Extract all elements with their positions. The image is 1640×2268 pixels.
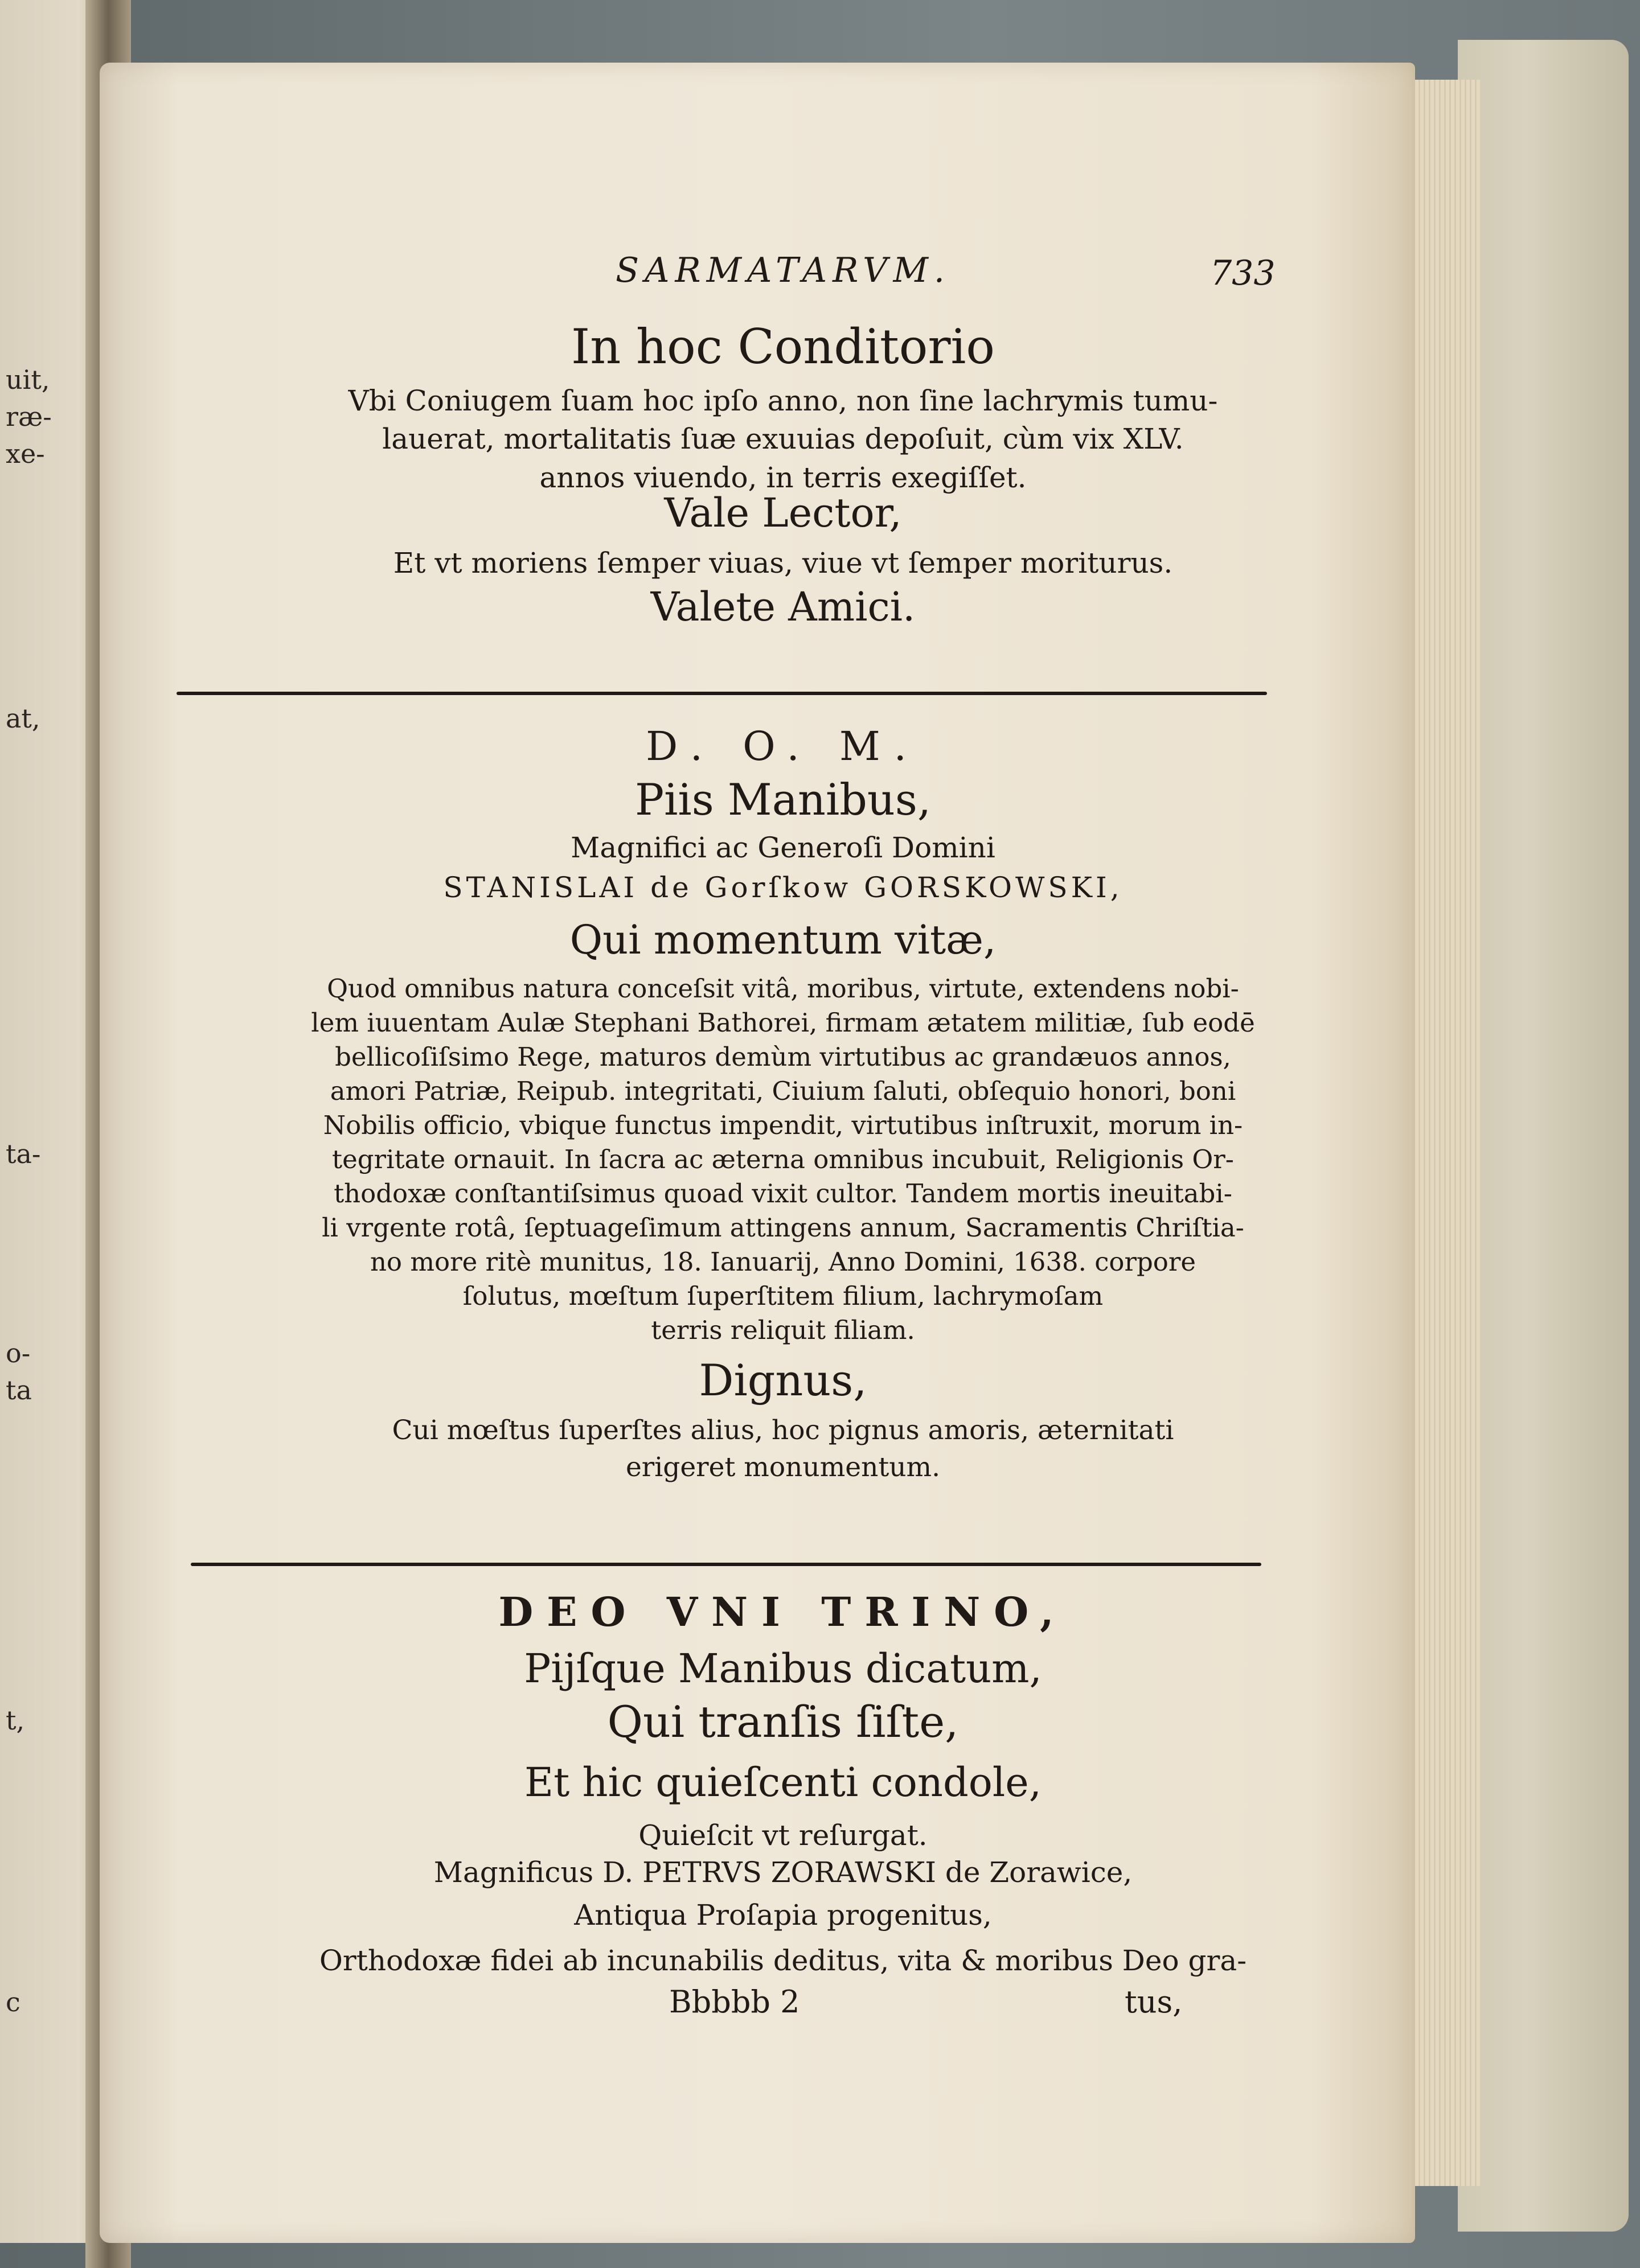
epitaph3-line: Quieſcit vt reſurgat. bbox=[638, 1819, 928, 1852]
deo-vni-trino: DEO VNI TRINO, bbox=[498, 1588, 1068, 1636]
magnifici: Magnifici ac Generoſi Domini bbox=[571, 831, 995, 864]
left-fragment: xe- bbox=[6, 438, 45, 469]
right-page bbox=[100, 63, 1415, 2243]
epitaph1-title: In hoc Conditorio bbox=[571, 319, 995, 375]
piis-manibus: Piis Manibus, bbox=[634, 774, 932, 825]
epitaph3-line: Orthodoxæ fidei ab incunabilis deditus, vita & moribus Deo gra- bbox=[319, 1944, 1247, 1977]
section-rule bbox=[177, 692, 1267, 695]
epitaph3-line: Qui tranſis ſiſte, bbox=[607, 1696, 959, 1747]
deceased-name: STANISLAI de Gorſkow GORSKOWSKI, bbox=[443, 871, 1123, 904]
left-fragment: o- bbox=[6, 1338, 31, 1369]
body-line: Nobilis officio, vbique functus impendit, virtutibus inſtruxit, morum in- bbox=[323, 1110, 1243, 1140]
body-line: terris reliquit filiam. bbox=[651, 1315, 915, 1345]
epitaph1-line: annos viuendo, in terris exegiſſet. bbox=[539, 461, 1027, 494]
closing-line: Cui mœſtus ſuperſtes alius, hoc pignus amoris, æternitati bbox=[392, 1415, 1174, 1446]
left-fragment: at, bbox=[6, 703, 40, 734]
epitaph3-line: Magnificus D. PETRVS ZORAWSKI de Zorawice, bbox=[433, 1856, 1133, 1889]
body-line: bellicoſiſsimo Rege, maturos demùm virtutibus ac grandæuos annos, bbox=[335, 1042, 1231, 1072]
epitaph1-line: Vbi Coniugem ſuam hoc ipſo anno, non ſine lachrymis tumu- bbox=[348, 384, 1218, 417]
section-rule bbox=[191, 1563, 1261, 1566]
catchword: tus, bbox=[1125, 1984, 1183, 2020]
body-line: li vrgente rotâ, ſeptuageſimum attingens annum, Sacramentis Chriſtia- bbox=[322, 1213, 1244, 1243]
left-fragment: ræ- bbox=[6, 401, 52, 432]
body-line: thodoxæ conſtantiſsimus quoad vixit cultor. Tandem mortis ineuitabi- bbox=[334, 1178, 1232, 1209]
epitaph3-line: Pijſque Manibus dicatum, bbox=[524, 1645, 1042, 1692]
vale-lector: Vale Lector, bbox=[664, 490, 902, 536]
body-line: amori Patriæ, Reipub. integritati, Ciuium ſaluti, obſequio honori, boni bbox=[330, 1076, 1236, 1106]
left-fragment: ta- bbox=[6, 1139, 41, 1169]
qui-momentum: Qui momentum vitæ, bbox=[569, 917, 997, 963]
book-cover-edge bbox=[1458, 40, 1629, 2232]
running-title: SARMATARVM. bbox=[615, 250, 951, 290]
body-line: ſolutus, mœſtum ſuperſtitem filium, lachrymoſam bbox=[462, 1281, 1104, 1311]
body-line: Quod omnibus natura conceſsit vitâ, moribus, virtute, extendens nobi- bbox=[327, 973, 1239, 1004]
body-line: no more ritè munitus, 18. Ianuarij, Anno Domini, 1638. corpore bbox=[370, 1247, 1196, 1277]
body-line: tegritate ornauit. In ſacra ac æterna omnibus incubuit, Religionis Or- bbox=[332, 1144, 1234, 1174]
epitaph1-line: lauerat, mortalitatis ſuæ exuuias depoſuit, cùm vix XLV. bbox=[382, 422, 1184, 455]
epitaph3-line: Antiqua Proſapia progenitus, bbox=[574, 1899, 992, 1932]
dignus: Dignus, bbox=[699, 1355, 867, 1406]
valete-amici: Valete Amici. bbox=[650, 584, 916, 630]
signature-mark: Bbbbb 2 bbox=[669, 1984, 800, 2020]
left-fragment: ta bbox=[6, 1375, 32, 1406]
left-fragment: c bbox=[6, 1987, 20, 2018]
left-fragment: t, bbox=[6, 1705, 25, 1736]
dom-heading: D. O. M. bbox=[646, 723, 920, 770]
epitaph3-line: Et hic quieſcenti condole, bbox=[524, 1759, 1042, 1806]
motto: Et vt moriens ſemper viuas, viue vt ſemper moriturus. bbox=[393, 547, 1173, 580]
closing-line: erigeret monumentum. bbox=[625, 1452, 941, 1483]
page-number: 733 bbox=[1210, 253, 1276, 293]
body-line: lem iuuentam Aulæ Stephani Bathorei, firmam ætatem militiæ, ſub eodē bbox=[311, 1008, 1255, 1038]
left-fragment: uit, bbox=[6, 364, 50, 395]
